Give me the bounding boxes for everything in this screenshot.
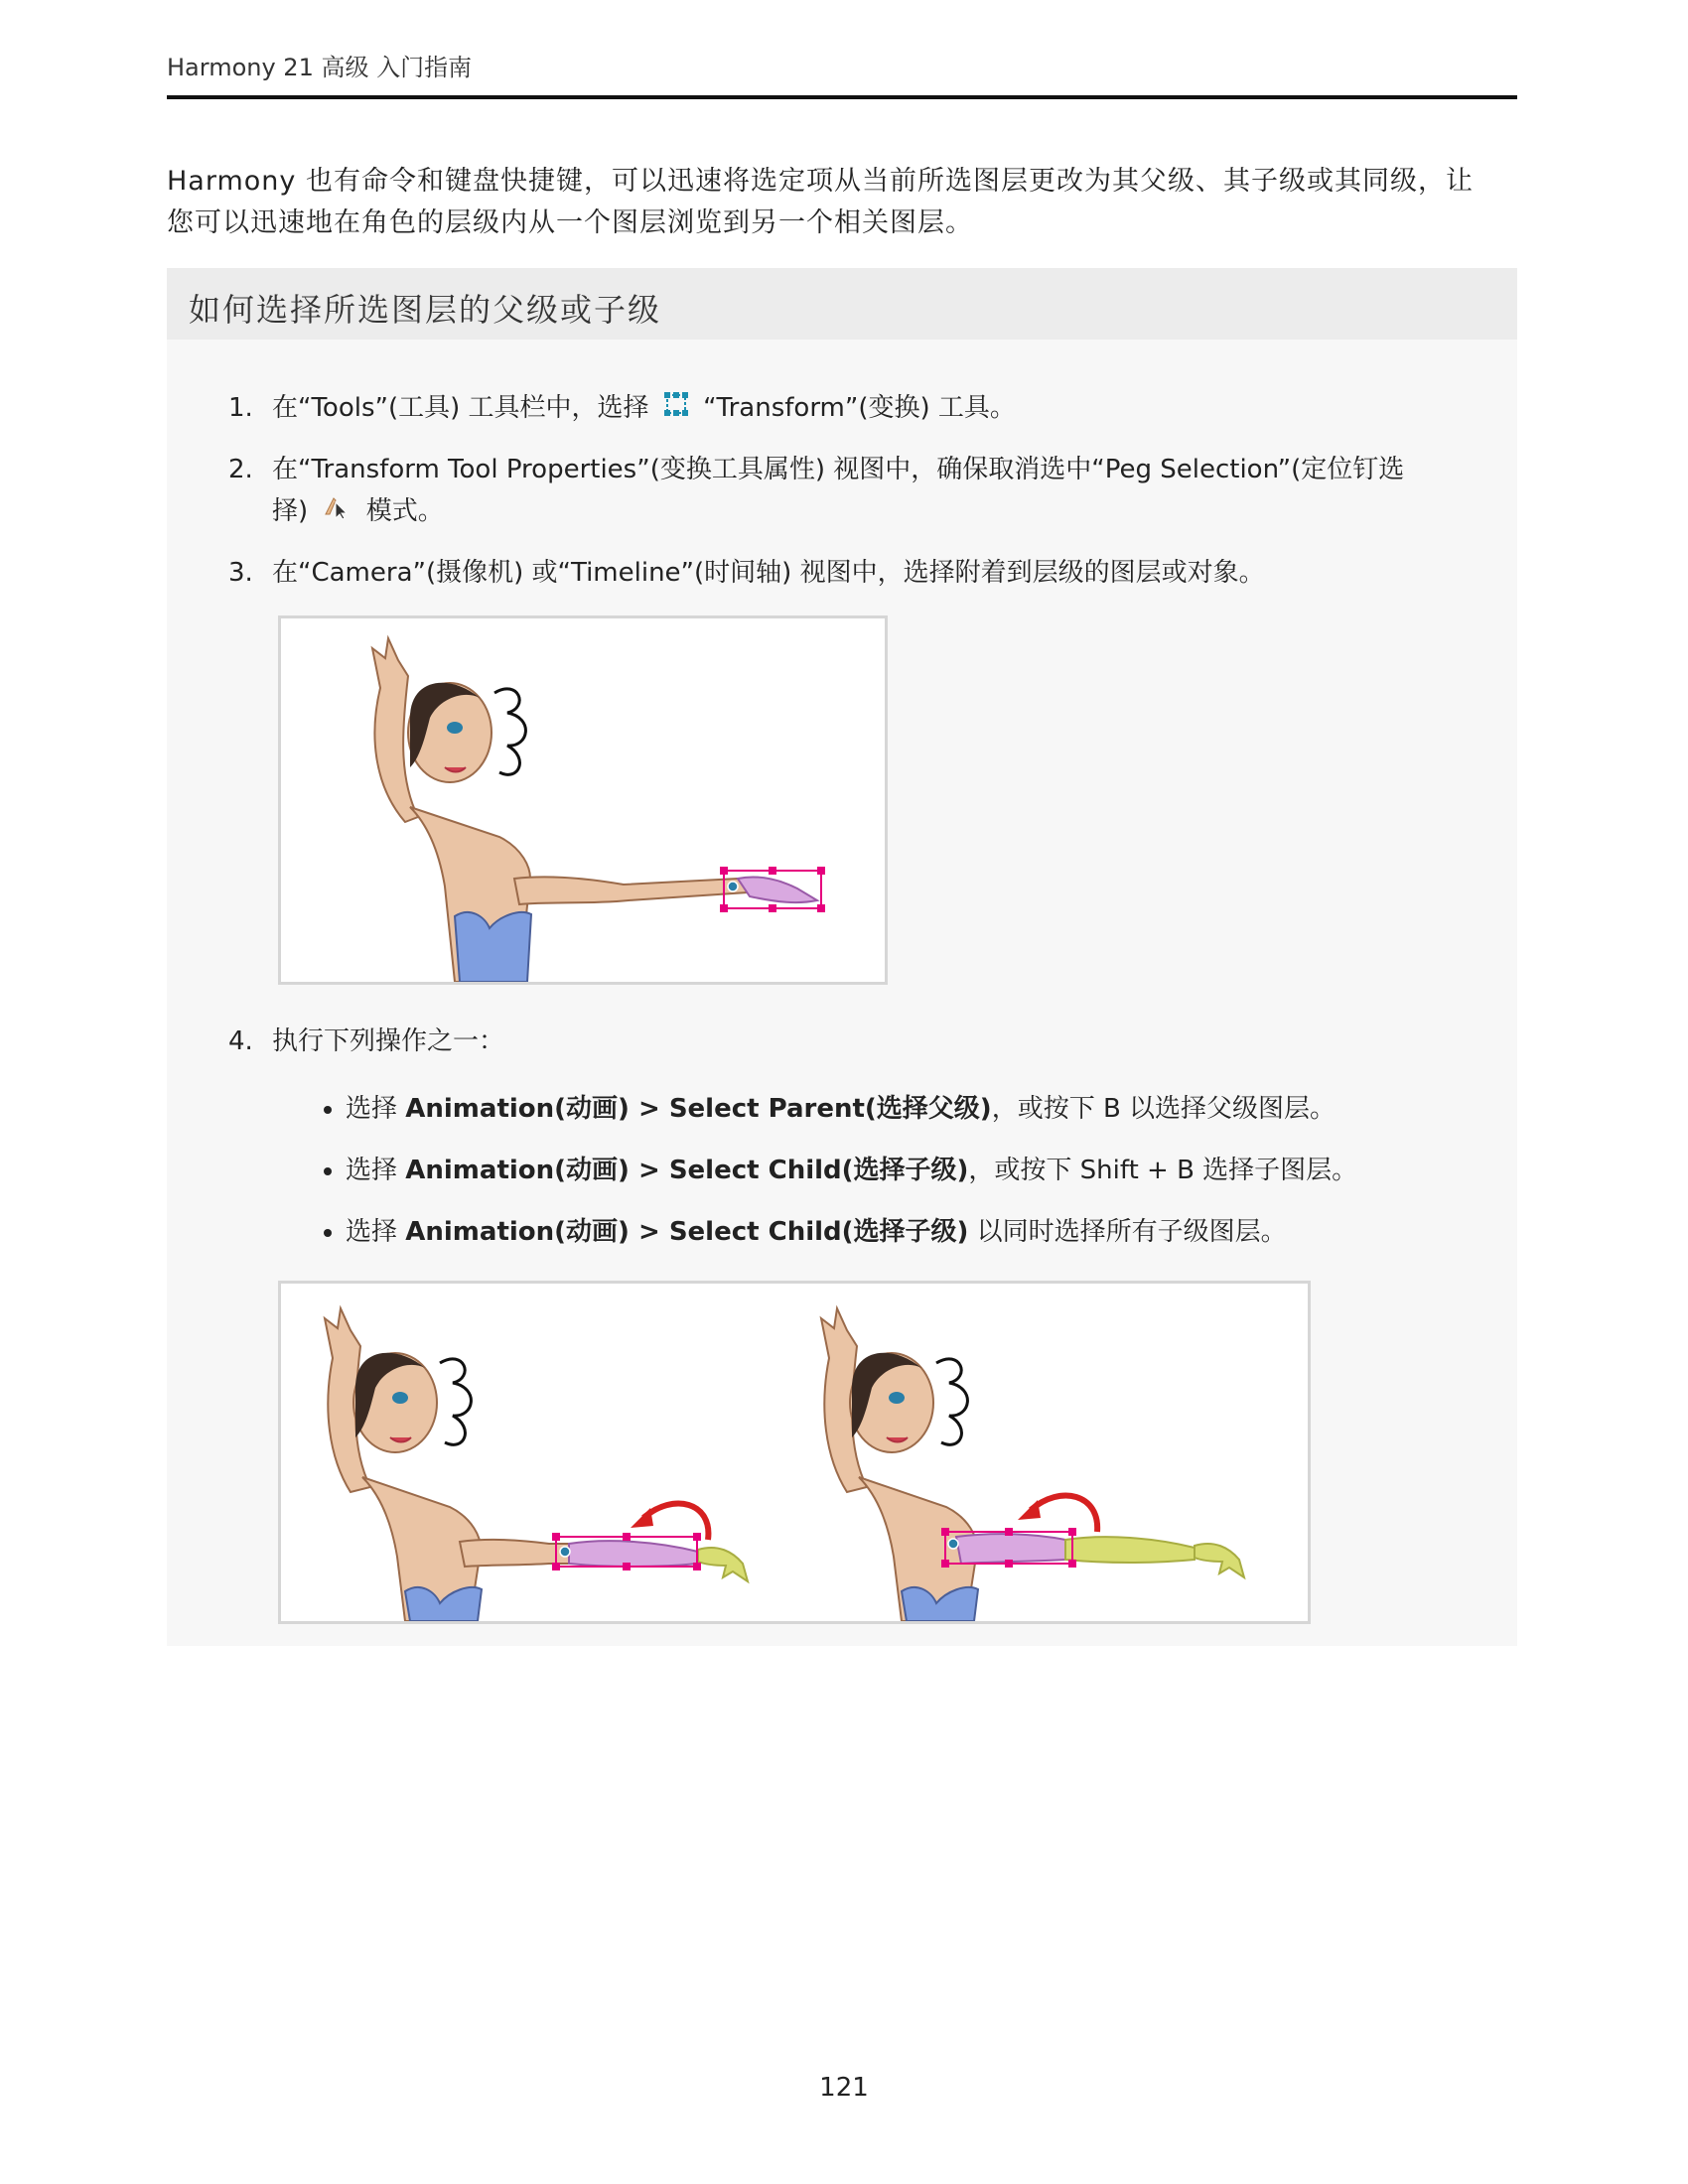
step-number: 2. [228,455,253,484]
step-2-text-after: 模式。 [365,496,444,526]
bullet-prefix: 选择 [346,1217,406,1247]
transform-tool-icon [663,388,689,430]
bullet-prefix: 选择 [346,1156,406,1185]
step-2-text-before: 在“Transform Tool Properties”(变换工具属性) 视图中，确保取消选中“Peg Selection”(定位钉选择) [272,455,1405,526]
figure-select-forearm [278,615,888,985]
bullet-dot [324,1229,332,1237]
step-text [272,449,1424,533]
step-1-text-after: “Transform”(变换) 工具。 [703,393,1016,423]
page-number: 121 [819,2073,869,2103]
bullet-dot [324,1106,332,1114]
bullet-prefix: 选择 [346,1094,406,1124]
intro-paragraph: Harmony 也有命令和键盘快捷键，可以迅速将选定项从当前所选图层更改为其父级、其子级或其同级，让您可以迅速地在角色的层级内从一个图层浏览到另一个相关图层。 [167,166,1474,238]
menu-command-select-parent: Animation(动画) > Select Parent(选择父级) [405,1094,992,1124]
header-rule [167,95,1517,99]
step-1-text-before: 在“Tools”(工具) 工具栏中，选择 [272,393,649,423]
step-text: 在“Camera”(摄像机) 或“Timeline”(时间轴) 视图中，选择附着到层级的图层或对象。 [272,558,1265,588]
bullet-text [346,1088,1336,1130]
peg-selection-mode-icon [322,491,352,533]
section-title-bar [167,268,1517,340]
menu-command-select-child: Animation(动画) > Select Child(选择子级) [405,1156,969,1185]
step-text [272,387,1424,430]
step-number: 1. [228,393,253,423]
procedure-section [167,268,1517,1646]
bullet-dot [324,1167,332,1175]
bullet-text [346,1211,1287,1253]
menu-command-select-child: Animation(动画) > Select Child(选择子级) [405,1217,969,1247]
character-left [325,1308,748,1621]
step-number: 4. [228,1026,253,1056]
bullet-suffix: ，或按下 B 以选择父级图层。 [991,1094,1336,1124]
step-text: 执行下列操作之一： [272,1026,505,1056]
bullet-text [346,1150,1357,1191]
character-right [821,1308,1244,1621]
section-title: 如何选择所选图层的父级或子级 [189,291,662,329]
bullet-suffix: ，或按下 Shift + B 选择子图层。 [968,1156,1358,1185]
page-header: Harmony 21 高级 入门指南 [167,54,473,81]
figure-parent-child-selection [278,1281,1311,1624]
step-number: 3. [228,558,253,588]
bullet-suffix: 以同时选择所有子级图层。 [968,1217,1287,1247]
